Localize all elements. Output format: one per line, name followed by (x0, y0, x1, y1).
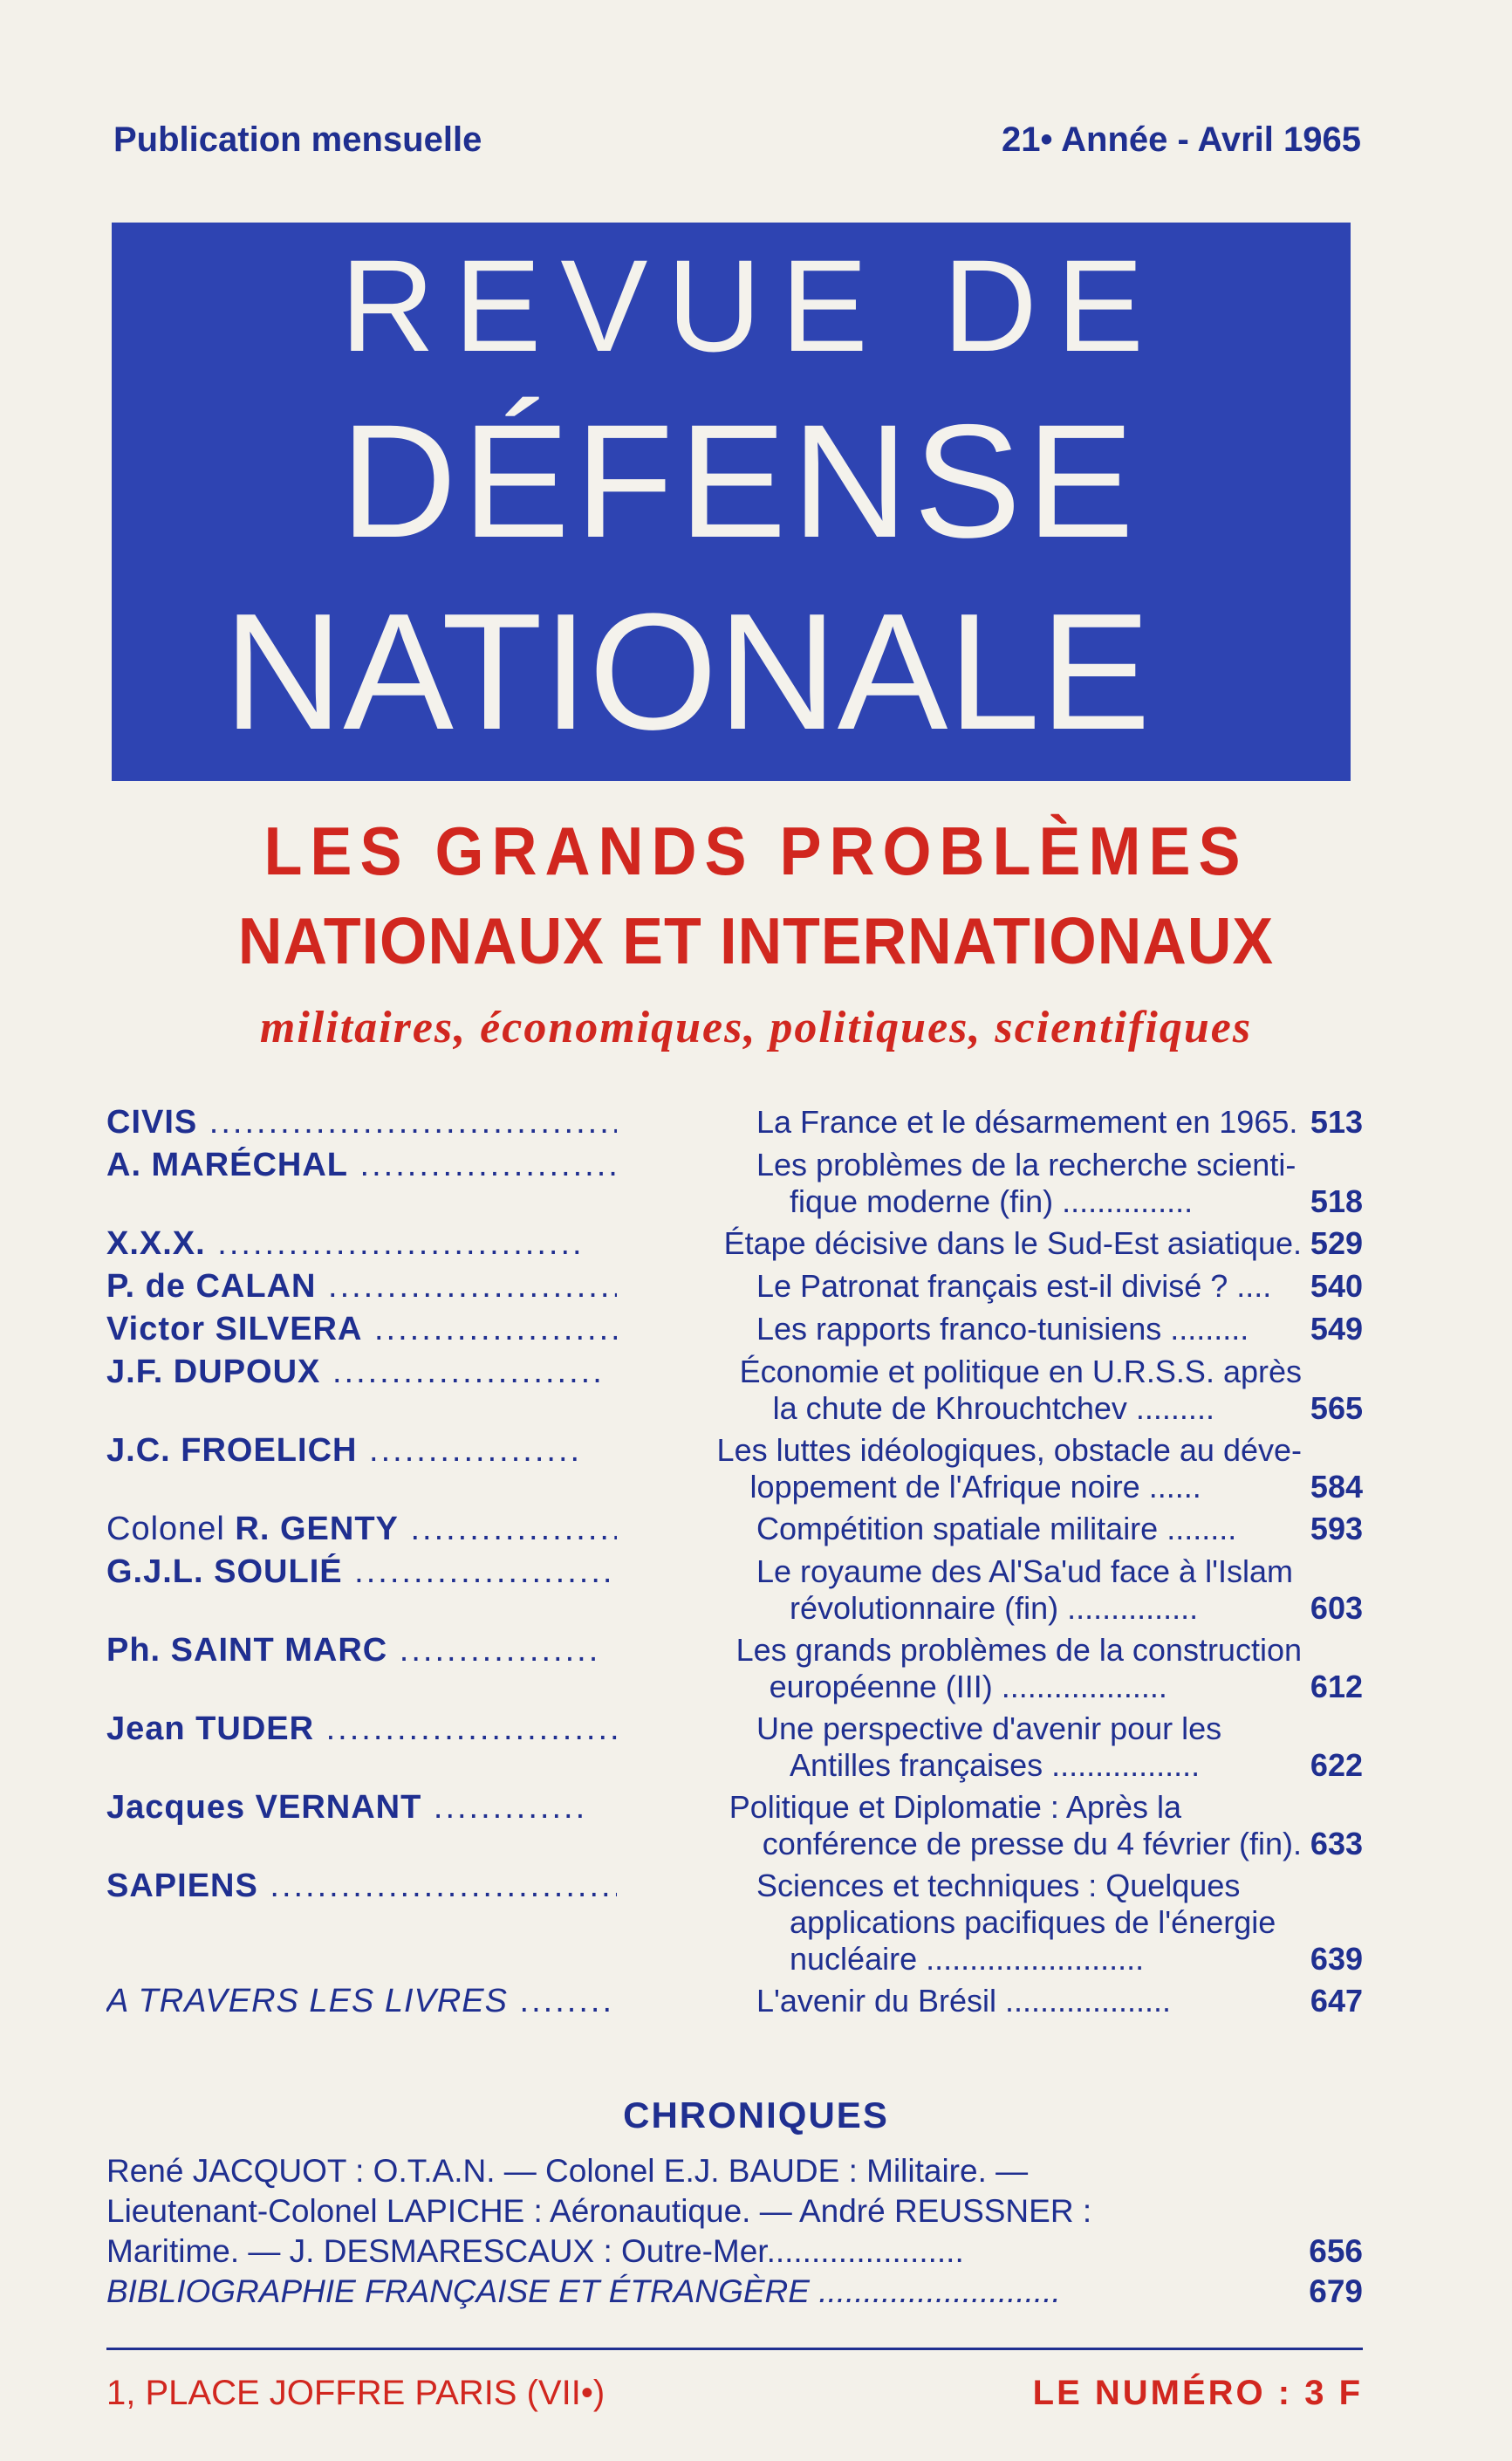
issue-price: LE NUMÉRO : 3 F (1032, 2374, 1363, 2412)
toc-title-text: Étape décisive dans le Sud-Est asiatique. (723, 1225, 1302, 1261)
toc-page-number: 565 (1310, 1390, 1363, 1426)
toc-author (106, 1147, 617, 1184)
toc-title-line (756, 1710, 1363, 1747)
toc-author (106, 1104, 617, 1141)
toc-author-name: A TRAVERS LES LIVRES (106, 1983, 508, 2019)
table-of-contents (106, 1104, 1363, 2026)
toc-title-line (740, 1354, 1363, 1390)
toc-title (617, 1983, 1363, 2019)
toc-author (106, 1432, 578, 1470)
toc-title-text: La France et le désarmement en 1965. (756, 1104, 1298, 1140)
toc-title-line (756, 1590, 1363, 1627)
toc-title (617, 1147, 1363, 1220)
chroniques-line-1: René JACQUOT : O.T.A.N. — Colonel E.J. BAUDE : Militaire. — (106, 2153, 1029, 2189)
toc-title-line (740, 1390, 1363, 1427)
toc-title-text: conférence de presse du 4 février (fin). (762, 1826, 1302, 1861)
toc-title-line (756, 1311, 1363, 1347)
toc-author-name: Jacques VERNANT (106, 1789, 422, 1826)
toc-title-line (756, 1941, 1363, 1978)
toc-entry (106, 1268, 1363, 1306)
toc-author (106, 1983, 617, 2020)
toc-title-text: européenne (III) ................... (769, 1669, 1167, 1704)
toc-entry (106, 1983, 1363, 2020)
footer-divider (106, 2348, 1363, 2350)
toc-entry (106, 1432, 1363, 1505)
toc-title-line (756, 1183, 1363, 1220)
toc-author (106, 1225, 585, 1263)
toc-author (106, 1511, 617, 1548)
toc-entry (106, 1868, 1363, 1978)
toc-entry (106, 1511, 1363, 1548)
toc-page-number: 633 (1310, 1826, 1363, 1861)
toc-author (106, 1268, 617, 1306)
toc-title-line (724, 1225, 1363, 1262)
toc-author-name: J.F. DUPOUX (106, 1354, 321, 1390)
bibliography-row (106, 2272, 1363, 2312)
masthead-line-1: REVUE DE (340, 232, 1163, 379)
toc-entry (106, 1354, 1363, 1427)
toc-author (106, 1710, 617, 1748)
toc-title-text: Le Patronat français est-il divisé ? .... (756, 1268, 1272, 1304)
toc-page-number: 540 (1310, 1268, 1363, 1304)
toc-title-text: Une perspective d'avenir pour les (756, 1710, 1222, 1746)
toc-author (106, 1632, 597, 1669)
subtitle-line-1: LES GRANDS PROBLÈMES (263, 813, 1249, 890)
toc-title (590, 1789, 1363, 1862)
toc-title-line (756, 1904, 1363, 1941)
toc-author-name: A. MARÉCHAL (106, 1147, 348, 1183)
chroniques-line-3: Maritime. — J. DESMARESCAUX : Outre-Mer...................... (106, 2233, 964, 2269)
toc-page-number: 593 (1310, 1511, 1363, 1546)
toc-title-line (736, 1632, 1363, 1669)
issue-date: 21• Année - Avril 1965 (1002, 120, 1361, 159)
subtitle-topics: militaires, économiques, politiques, scientifiques (259, 1003, 1253, 1052)
toc-title-line (736, 1669, 1363, 1705)
toc-title (617, 1311, 1363, 1347)
toc-author-name: G.J.L. SOULIÉ (106, 1553, 343, 1590)
bibliography-label: BIBLIOGRAPHIE FRANÇAISE ET ÉTRANGÈRE ........................... (106, 2273, 1061, 2309)
toc-title (597, 1632, 1363, 1705)
toc-author-name: Victor SILVERA (106, 1311, 363, 1347)
toc-entry (106, 1147, 1363, 1220)
toc-author (106, 1354, 600, 1391)
masthead-line-2: DÉFENSE (340, 392, 1139, 572)
toc-page-number (1302, 1147, 1363, 1183)
toc-title (617, 1868, 1363, 1978)
toc-page-number: 529 (1310, 1225, 1363, 1261)
toc-title (600, 1354, 1363, 1427)
toc-page-number (1302, 1432, 1363, 1469)
toc-title-text: révolutionnaire (fin) ............... (790, 1590, 1199, 1626)
toc-page-number: 603 (1310, 1590, 1363, 1626)
toc-title (585, 1225, 1363, 1262)
toc-title-text: loppement de l'Afrique noire ...... (749, 1469, 1201, 1505)
toc-page-number: 647 (1310, 1983, 1363, 2019)
chroniques-block (106, 2151, 1363, 2312)
toc-title-text: Compétition spatiale militaire ........ (756, 1511, 1237, 1546)
toc-title-text: Antilles françaises ................. (790, 1747, 1201, 1783)
toc-page-number (1302, 1868, 1363, 1904)
toc-author-name: P. de CALAN (106, 1268, 317, 1305)
toc-entry (106, 1104, 1363, 1141)
toc-page-number (1302, 1632, 1363, 1669)
toc-author-name: X.X.X. (106, 1225, 206, 1262)
toc-author-name: SAPIENS (106, 1868, 258, 1904)
toc-title-text: Sciences et techniques : Quelques (756, 1868, 1241, 1903)
toc-entry (106, 1632, 1363, 1705)
toc-page-number (1302, 1553, 1363, 1590)
toc-title-text: L'avenir du Brésil ................... (756, 1983, 1172, 2019)
masthead (112, 223, 1351, 781)
toc-entry (106, 1311, 1363, 1348)
toc-title (578, 1432, 1363, 1505)
publisher-address: 1, PLACE JOFFRE PARIS (VII•) (106, 2374, 605, 2412)
toc-author-name: R. GENTY (235, 1511, 399, 1547)
toc-title-line (756, 1268, 1363, 1305)
toc-author (106, 1789, 590, 1827)
toc-author (106, 1868, 617, 1905)
toc-author-prefix: Colonel (106, 1511, 236, 1547)
toc-page-number: 513 (1310, 1104, 1363, 1140)
header-bar (113, 120, 1361, 160)
toc-title-line (729, 1826, 1363, 1862)
toc-title-line (717, 1469, 1363, 1505)
toc-title-line (756, 1983, 1363, 2019)
toc-author-name: Jean TUDER (106, 1710, 315, 1747)
toc-page-number: 612 (1310, 1669, 1363, 1704)
toc-page-number: 549 (1310, 1311, 1363, 1347)
toc-author (106, 1311, 617, 1348)
toc-title (617, 1268, 1363, 1305)
toc-title-text: la chute de Khrouchtchev ......... (772, 1390, 1214, 1426)
toc-title (617, 1511, 1363, 1547)
toc-title-text: Le royaume des Al'Sa'ud face à l'Islam (756, 1553, 1293, 1589)
toc-author-name: CIVIS (106, 1104, 198, 1141)
toc-entry (106, 1553, 1363, 1627)
toc-title-line (756, 1104, 1363, 1141)
toc-title (617, 1553, 1363, 1627)
chroniques-line-3-row (106, 2231, 1363, 2272)
toc-title (617, 1104, 1363, 1141)
toc-title-text: Politique et Diplomatie : Après la (729, 1789, 1181, 1825)
toc-page-number: 584 (1310, 1469, 1363, 1505)
toc-entry (106, 1710, 1363, 1784)
toc-page-number (1302, 1904, 1363, 1941)
toc-page-number: 639 (1310, 1941, 1363, 1977)
toc-page-number (1302, 1354, 1363, 1390)
toc-title-text: applications pacifiques de l'énergie (790, 1904, 1276, 1940)
toc-title-line (756, 1553, 1363, 1590)
toc-title-line (717, 1432, 1363, 1469)
chroniques-heading: CHRONIQUES (623, 2094, 889, 2135)
toc-title-text: Économie et politique en U.R.S.S. après (739, 1354, 1302, 1389)
toc-title-line (756, 1868, 1363, 1904)
toc-title-line (756, 1511, 1363, 1547)
toc-entry (106, 1225, 1363, 1263)
toc-title-text: Les luttes idéologiques, obstacle au déve- (716, 1432, 1302, 1468)
toc-entry (106, 1789, 1363, 1862)
masthead-line-3: NATIONALE (223, 579, 1151, 764)
toc-title-text: Les problèmes de la recherche scienti- (756, 1147, 1296, 1183)
subtitle-line-2: NATIONAUX ET INTERNATIONAUX (237, 903, 1275, 978)
chroniques-page: 656 (1309, 2233, 1363, 2269)
toc-title-line (756, 1747, 1363, 1784)
toc-author (106, 1553, 617, 1591)
toc-title-text: fique moderne (fin) ............... (790, 1183, 1194, 1219)
toc-author-name: J.C. FROELICH (106, 1432, 358, 1469)
toc-title-text: nucléaire ......................... (790, 1941, 1145, 1977)
toc-author-name: Ph. SAINT MARC (106, 1632, 388, 1669)
toc-page-number: 518 (1310, 1183, 1363, 1219)
publication-frequency: Publication mensuelle (113, 120, 482, 159)
footer (106, 2374, 1363, 2413)
toc-title-line (756, 1147, 1363, 1183)
toc-title (617, 1710, 1363, 1784)
toc-title-line (729, 1789, 1363, 1826)
toc-page-number: 622 (1310, 1747, 1363, 1783)
chroniques-line-2: Lieutenant-Colonel LAPICHE : Aéronautique. — André REUSSNER : (106, 2193, 1092, 2229)
toc-page-number (1302, 1789, 1363, 1826)
toc-title-text: Les grands problèmes de la construction (735, 1632, 1302, 1668)
toc-title-text: Les rapports franco-tunisiens ......... (756, 1311, 1249, 1347)
bibliography-page: 679 (1309, 2273, 1363, 2309)
toc-page-number (1302, 1710, 1363, 1747)
